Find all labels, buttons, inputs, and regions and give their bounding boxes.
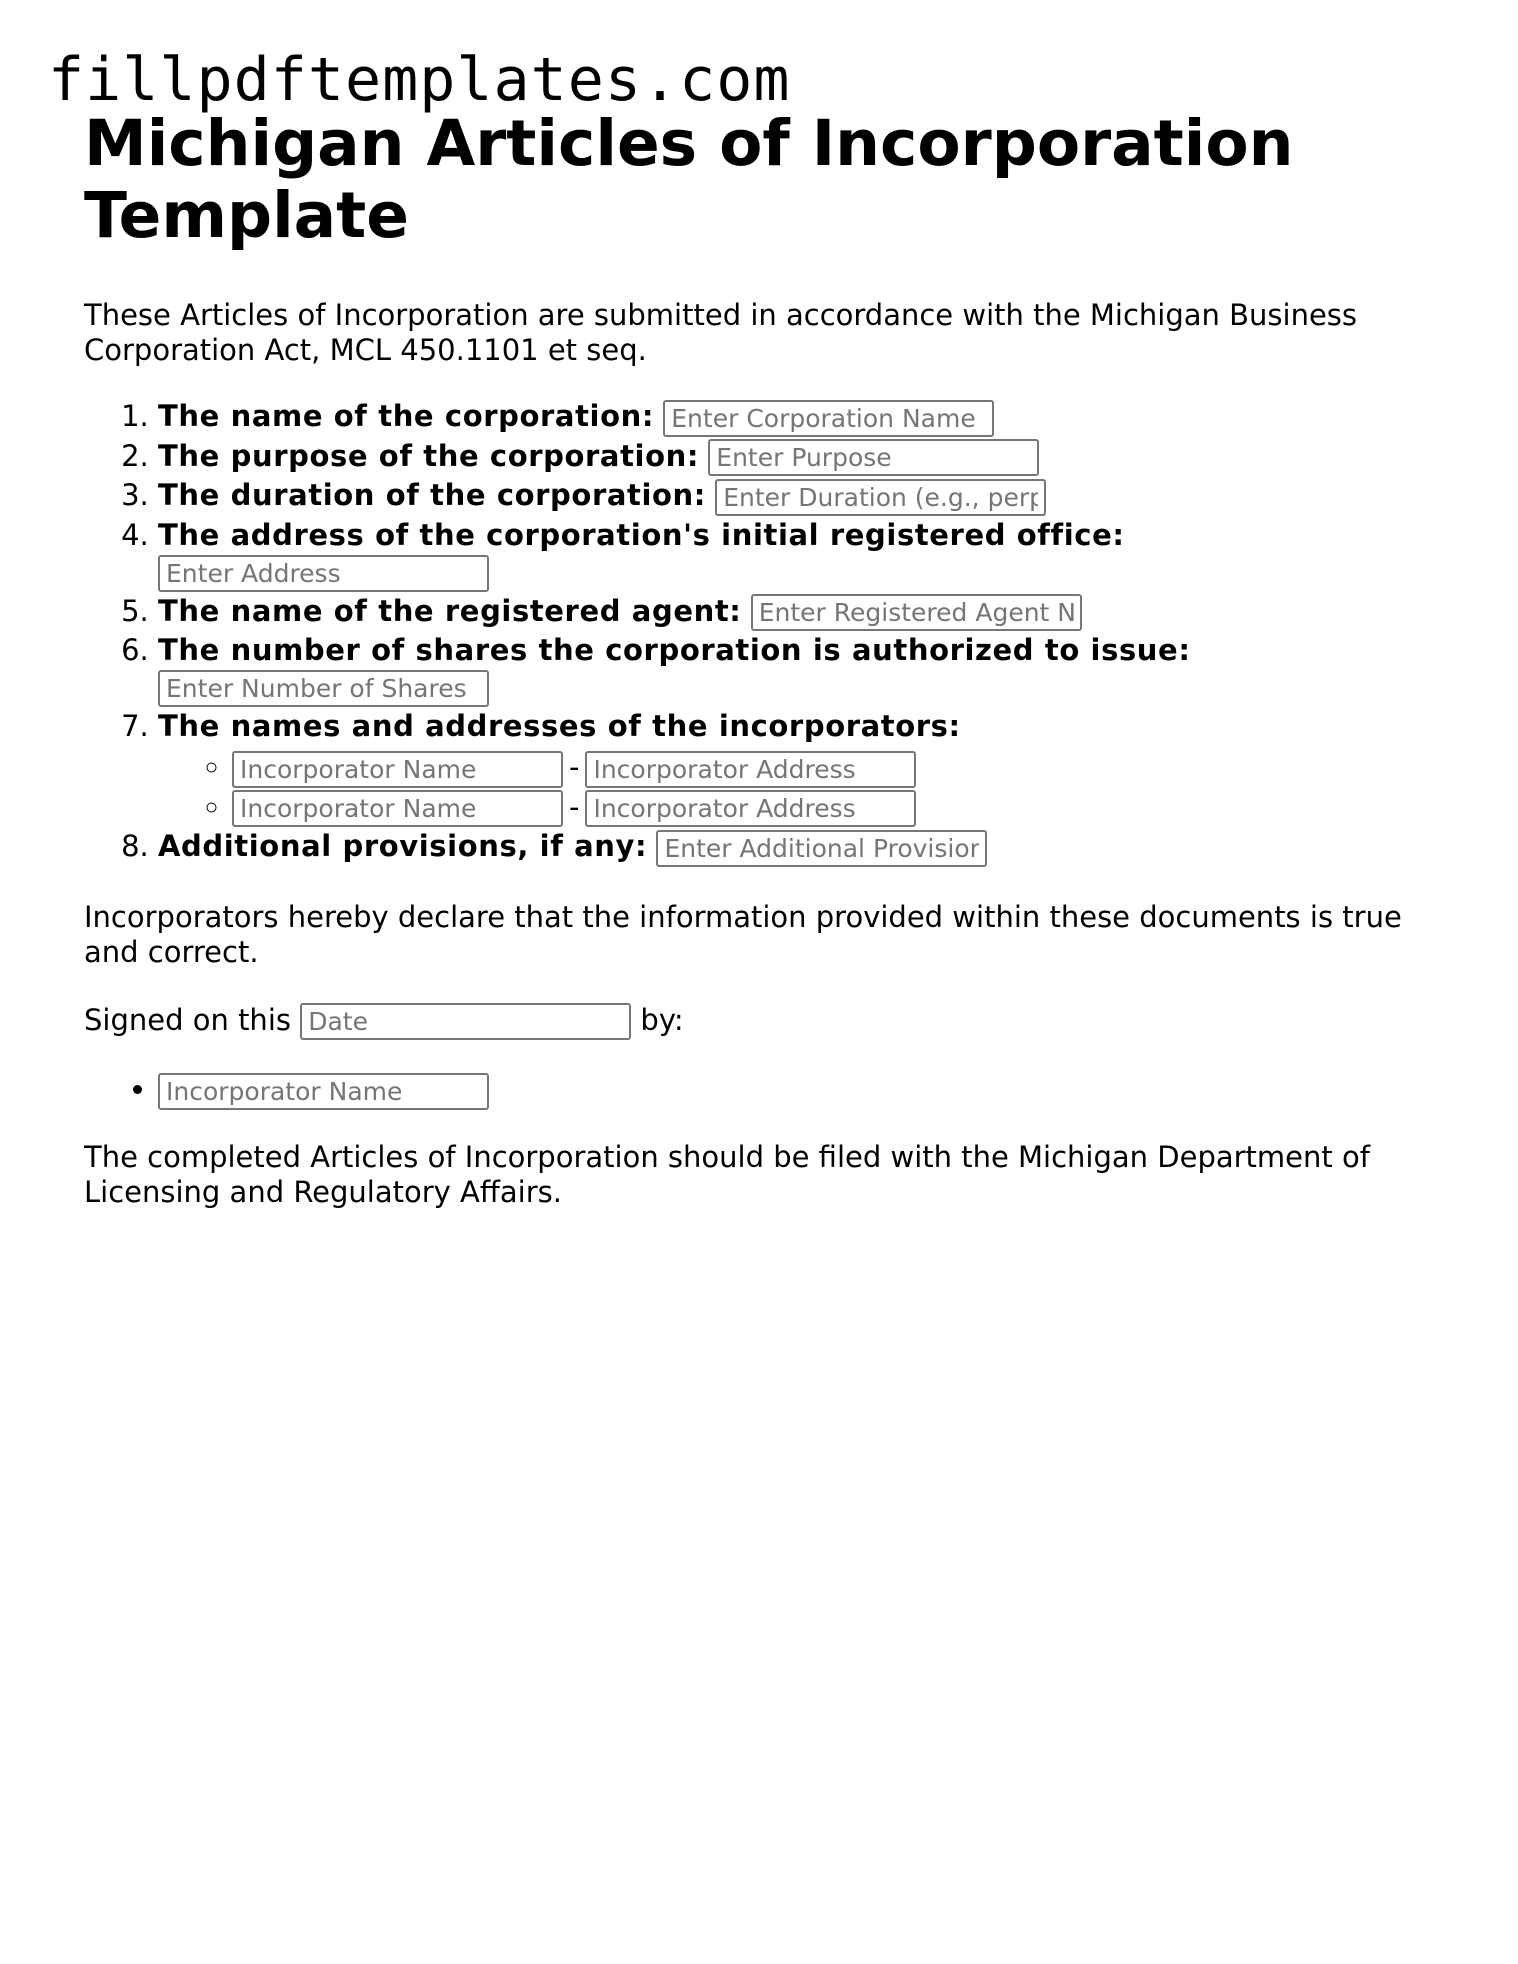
article-item-address: [158, 516, 1464, 592]
separator-dash: -: [569, 789, 580, 824]
incorporator-address-input[interactable]: [585, 751, 916, 788]
article-item-duration: [158, 476, 1464, 516]
article-label: The address of the corporation's initial registered office:: [158, 517, 1125, 552]
registered-agent-input[interactable]: [751, 594, 1082, 631]
signed-suffix: by:: [640, 1002, 684, 1037]
article-item-purpose: [158, 437, 1464, 477]
signers-list: [84, 1070, 1464, 1110]
signer-name-input[interactable]: [158, 1073, 489, 1110]
article-item-provisions: [158, 827, 1464, 867]
article-label: The names and addresses of the incorporators:: [158, 709, 961, 743]
incorporator-name-input[interactable]: [232, 790, 563, 827]
article-item-agent: [158, 592, 1464, 632]
date-input[interactable]: [300, 1003, 631, 1040]
article-label: The purpose of the corporation:: [158, 438, 700, 473]
additional-provisions-input[interactable]: [656, 830, 987, 867]
incorporator-entry: [232, 748, 1464, 788]
watermark-text: fillpdftemplates.com: [48, 45, 791, 115]
number-of-shares-input[interactable]: [158, 670, 489, 707]
incorporator-name-input[interactable]: [232, 751, 563, 788]
duration-input[interactable]: [715, 479, 1046, 516]
form-document: [84, 108, 1464, 1210]
signed-prefix: Signed on this: [84, 1002, 291, 1037]
corporation-name-input[interactable]: [663, 400, 994, 437]
separator-dash: -: [569, 750, 580, 784]
article-label: Additional provisions, if any:: [158, 829, 648, 863]
closing-paragraph: The completed Articles of Incorporation should be filed with the Michigan Department of Licensing and Regulatory Affairs.: [84, 1139, 1370, 1209]
article-label: The name of the corporation:: [158, 399, 655, 433]
incorporator-address-input[interactable]: [585, 790, 916, 827]
article-item-shares: [158, 631, 1464, 707]
signer-entry: [158, 1070, 1464, 1110]
declaration-paragraph: Incorporators hereby declare that the information provided within these documents is true and correct.: [84, 899, 1402, 969]
article-label: The number of shares the corporation is authorized to issue:: [158, 633, 1191, 667]
articles-list: [84, 397, 1464, 867]
purpose-input[interactable]: [708, 439, 1039, 476]
intro-paragraph: These Articles of Incorporation are submitted in accordance with the Michigan Business Corporation Act, MCL 450.1101 et seq.: [84, 298, 1358, 367]
article-label: The duration of the corporation:: [158, 478, 706, 512]
signed-line: [84, 1001, 1464, 1041]
page-title: Michigan Articles of Incorporation Template: [84, 107, 1294, 252]
article-label: The name of the registered agent:: [158, 593, 742, 628]
incorporator-entry: [232, 788, 1464, 828]
incorporators-list: [158, 748, 1464, 827]
article-item-incorporators: [158, 707, 1464, 827]
registered-office-address-input[interactable]: [158, 555, 489, 592]
article-item-name: [158, 397, 1464, 437]
